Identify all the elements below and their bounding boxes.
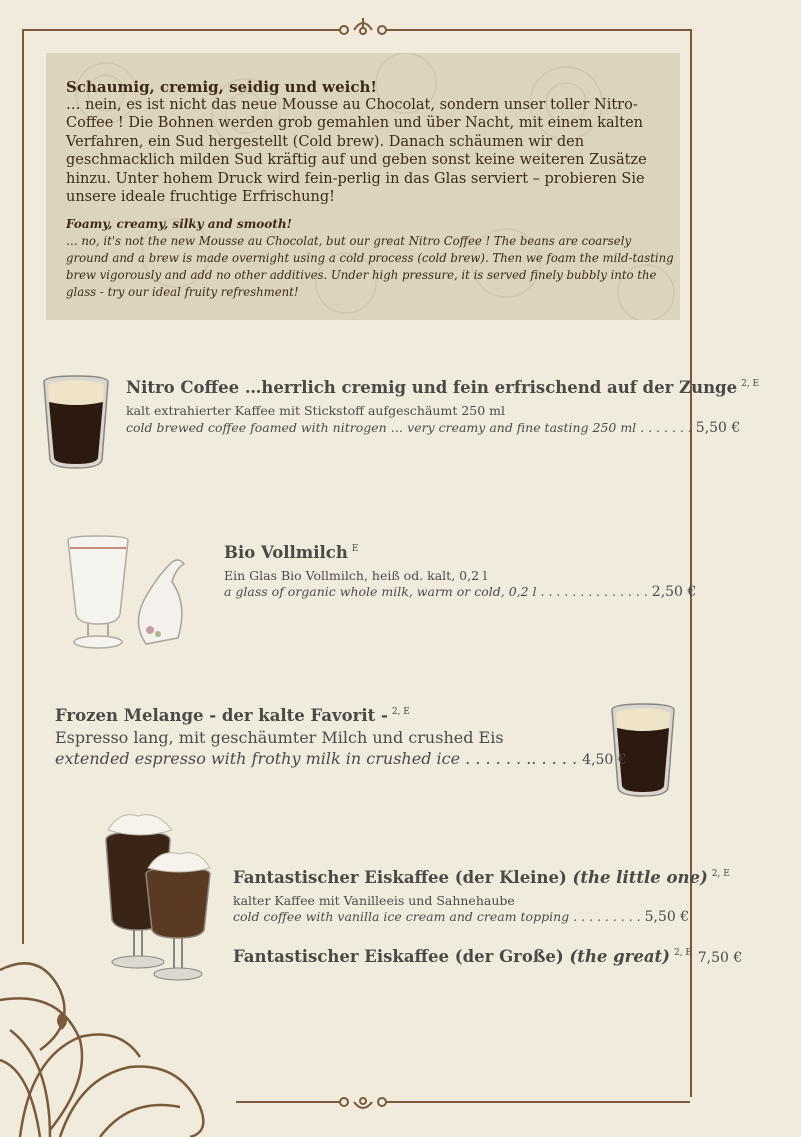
nitro-allergens: 2, E	[741, 379, 760, 389]
intro-en-body: … no, it's not the new Mousse au Chocolat, but our great Nitro Coffee ! The beans are coarsely ground and a brew is made overnight using a cold process (cold brew). Then we foam the mild-tasting brew vigorously and add no other additives. Under high pressure, it is served finely bubbly into the glass - try our ideal fruity refreshment!	[66, 234, 674, 300]
intro-de-body: … nein, es ist nicht das neue Mousse au Chocolat, sondern unser toller Nitro-Coffee ! Die Bohnen werden grob gemahlen und über Nacht, mit einem kalten Verfahren, ein Sud hergestellt (Cold brew). Danach schäumen wir den geschmacklich milden Sud kräftig auf und geben sonst keine weiteren Zusätze hinzu. Unter hohem Druck wird fein-perlig in das Glas serviert – probieren Sie unsere ideale fruchtige Erfrischung!	[66, 97, 647, 206]
milk-allergens: E	[351, 544, 359, 554]
eis-small-allergens: 2, E	[711, 869, 730, 879]
frozen-title	[55, 706, 410, 725]
frame-bottom-line-right	[392, 1101, 690, 1103]
frame-bottom-line	[236, 1101, 336, 1103]
nitro-en-text: cold brewed coffee foamed with nitrogen … very creamy and fine tasting 250 ml . . . . . . .	[126, 420, 692, 435]
frame-right-line	[690, 29, 692, 1097]
eis-small-en-text: cold coffee with vanilla ice cream and cream topping . . . . . . . . .	[233, 909, 641, 924]
nitro-de: kalt extrahierter Kaffee mit Stickstoff aufgeschäumt 250 ml	[126, 403, 506, 418]
frozen-title-text: Frozen Melange - der kalte Favorit -	[55, 706, 388, 725]
top-ornament	[330, 14, 396, 40]
milk-en-text: a glass of organic whole milk, warm or cold, 0,2 l . . . . . . . . . . . . . .	[224, 584, 648, 599]
eiskaffee-image	[100, 810, 220, 988]
nitro-title-text: Nitro Coffee …herrlich cremig und fein erfrischend auf der Zunge	[126, 378, 738, 397]
frozen-price: 4,50 €	[582, 752, 627, 768]
frame-left-line	[22, 29, 24, 944]
eis-big-title-en: (the great)	[569, 947, 670, 966]
milk-title-text: Bio Vollmilch	[224, 543, 348, 562]
eis-small-de: kalter Kaffee mit Vanilleeis und Sahnehaube	[233, 893, 515, 908]
milk-price: 2,50 €	[651, 584, 697, 600]
milk-image	[66, 534, 192, 654]
eis-small-title-text: Fantastischer Eiskaffee (der Kleine)	[233, 868, 567, 887]
nitro-title	[126, 378, 759, 397]
nitro-price: 5,50 €	[695, 420, 741, 436]
bottom-ornament	[330, 1090, 396, 1116]
eis-small-en	[233, 909, 689, 925]
frozen-en	[55, 749, 627, 768]
frame-top-line	[22, 29, 332, 31]
eis-small-title-en: (the little one)	[572, 868, 708, 887]
milk-title	[224, 543, 358, 562]
frame-top-line-right	[392, 29, 690, 31]
eis-big-title	[233, 947, 742, 966]
eis-small-price: 5,50 €	[644, 909, 690, 925]
intro-text	[66, 78, 676, 301]
eis-big-title-text: Fantastischer Eiskaffee (der Große)	[233, 947, 564, 966]
frozen-de: Espresso lang, mit geschäumter Milch und crushed Eis	[55, 728, 504, 747]
eis-big-price: 7,50 €	[697, 950, 743, 966]
milk-en	[224, 584, 696, 600]
nitro-en	[126, 420, 740, 436]
eis-big-allergens: 2, E	[673, 948, 693, 958]
frozen-en-text: extended espresso with frothy milk in crushed ice . . . . . . .. . . . .	[55, 749, 578, 768]
intro-de-heading: Schaumig, cremig, seidig und weich!	[66, 78, 377, 96]
nitro-glass-image	[40, 372, 112, 470]
milk-de: Ein Glas Bio Vollmilch, heiß od. kalt, 0,2 l	[224, 568, 487, 583]
eis-small-title	[233, 868, 730, 887]
intro-en-heading: Foamy, creamy, silky and smooth!	[66, 217, 292, 232]
frozen-allergens: 2, E	[391, 707, 410, 717]
